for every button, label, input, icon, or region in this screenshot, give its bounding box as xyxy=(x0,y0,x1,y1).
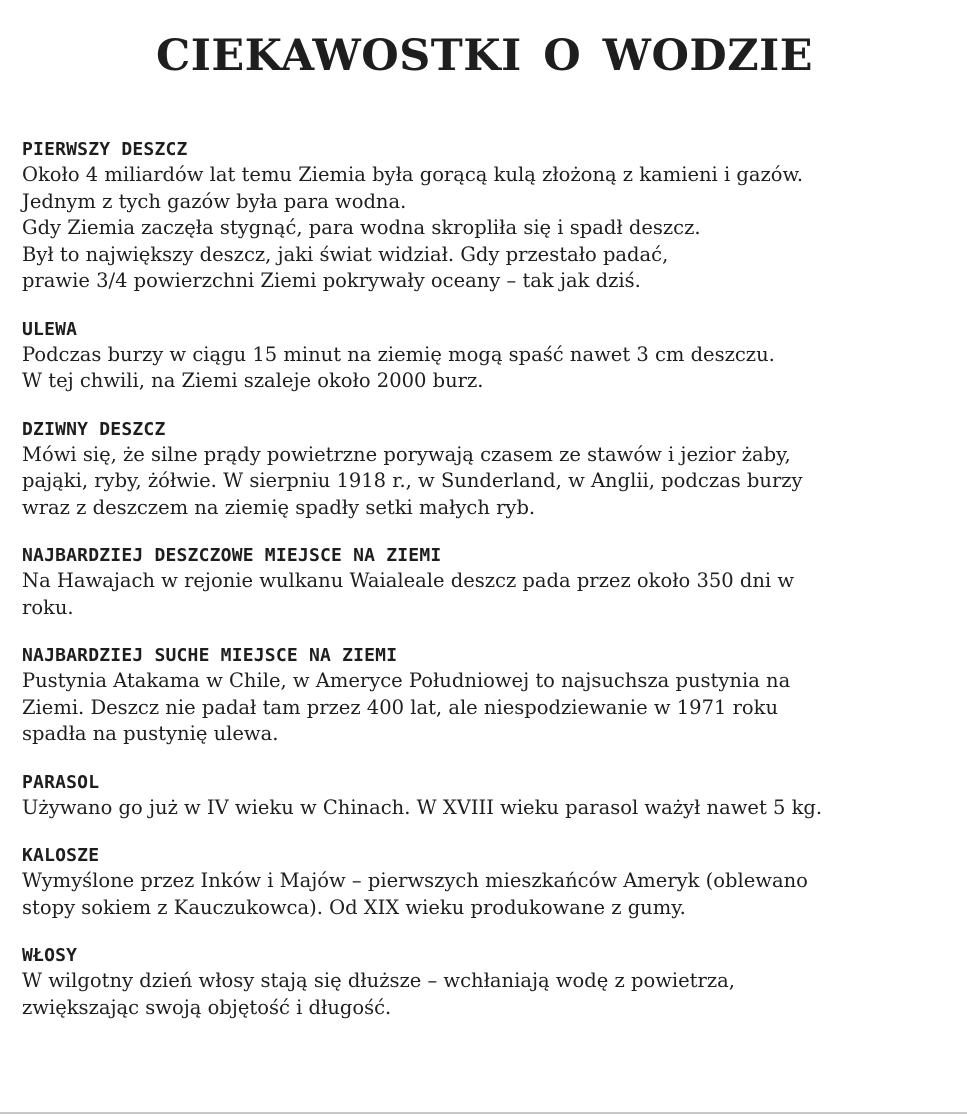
section-text-line: roku. xyxy=(22,595,74,619)
section-text-line: Podczas burzy w ciągu 15 minut na ziemię mogą spaść nawet 3 cm deszczu. xyxy=(22,342,775,366)
page-bottom-divider xyxy=(0,1112,967,1114)
section-text-line: Był to największy deszcz, jaki świat widział. Gdy przestało padać, xyxy=(22,242,669,266)
section-text-line: Gdy Ziemia zaczęła stygnąć, para wodna skropliła się i spadł deszcz. xyxy=(22,216,701,239)
section-wlosy xyxy=(22,944,947,1021)
section-text-line: pająki, ryby, żółwie. W sierpniu 1918 r., w Sunderland, w Anglii, podczas burzy xyxy=(22,469,803,492)
section-heading: NAJBARDZIEJ SUCHE MIEJSCE NA ZIEMI xyxy=(22,645,398,666)
section-heading: PARASOL xyxy=(22,771,100,793)
section-text-line: zwiększając swoją objętość i długość. xyxy=(22,995,392,1019)
section-text-line: Pustynia Atakama w Chile, w Ameryce Południowej to najsuchsza pustynia na xyxy=(22,669,791,692)
section-text-line: W tej chwili, na Ziemi szaleje około 2000 burz. xyxy=(22,369,484,392)
section-parasol xyxy=(22,771,947,822)
section-najbardziej-suche xyxy=(22,644,947,748)
section-pierwszy-deszcz xyxy=(22,138,947,295)
section-text-line: Na Hawajach w rejonie wulkanu Waialeale deszcz pada przez około 350 dni w xyxy=(22,569,795,592)
section-text-line: W wilgotny dzień włosy stają się dłuższe – wchłaniają wodę z powietrza, xyxy=(22,969,735,992)
section-text-line: spadła na pustynię ulewa. xyxy=(22,722,279,745)
section-text-line: Mówi się, że silne prądy powietrzne porywają czasem ze stawów i jezior żaby, xyxy=(22,442,791,466)
section-ulewa xyxy=(22,318,947,395)
page-title: CIEKAWOSTKI O WODZIE xyxy=(156,31,813,81)
section-najbardziej-deszczowe xyxy=(22,544,947,621)
section-heading: NAJBARDZIEJ DESZCZOWE MIEJSCE NA ZIEMI xyxy=(22,545,442,566)
section-dziwny-deszcz xyxy=(22,418,947,522)
section-text-line: wraz z deszczem na ziemię spadły setki małych ryb. xyxy=(22,495,536,519)
section-heading: WŁOSY xyxy=(22,945,78,966)
section-text-line: Jednym z tych gazów była para wodna. xyxy=(22,189,407,213)
section-heading: PIERWSZY DESZCZ xyxy=(22,139,188,160)
section-kalosze xyxy=(22,844,947,921)
section-text-line: Używano go już w IV wieku w Chinach. W XVIII wieku parasol ważył nawet 5 kg. xyxy=(22,795,823,819)
section-heading: KALOSZE xyxy=(22,845,100,866)
section-heading: DZIWNY DESZCZ xyxy=(22,418,166,440)
section-text-line: prawie 3/4 powierzchni Ziemi pokrywały oceany – tak jak dziś. xyxy=(22,269,641,292)
section-text-line: stopy sokiem z Kauczukowca). Od XIX wieku produkowane z gumy. xyxy=(22,895,686,919)
section-heading: ULEWA xyxy=(22,318,78,340)
section-text-line: Wymyślone przez Inków i Majów – pierwszych mieszkańców Ameryk (oblewano xyxy=(22,869,808,892)
section-text-line: Około 4 miliardów lat temu Ziemia była gorącą kulą złożoną z kamieni i gazów. xyxy=(22,163,804,186)
section-text-line: Ziemi. Deszcz nie padał tam przez 400 lat, ale niespodziewanie w 1971 roku xyxy=(22,695,779,719)
